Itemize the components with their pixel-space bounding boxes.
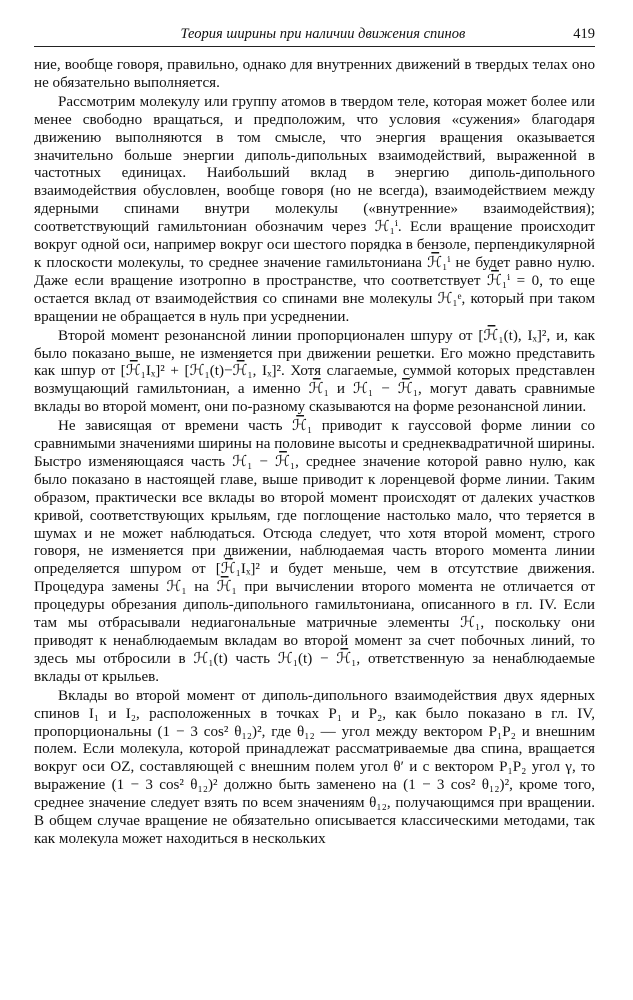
page-header bbox=[34, 26, 595, 47]
running-title: Теория ширины при наличии движения спинов bbox=[180, 26, 466, 42]
paragraph-2: Рассмотрим молекулу или группу атомов в твердом теле, которая может более или менее свободно вращаться, и предположим, что условия «сужения» благодаря движению выполняются в том смысле, что энергия вращения оказывается значительно больше энергии диполь-дипольных взаимодействий, выраженной в частотных единицах. Наибольший вклад в энергию диполь-дипольного взаимодействия обусловлен, вообще говоря (но не всегда), взаимодействием между ядерными спинами внутри молекулы («внутренние» взаимодействия); соответствующий гамильтониан обозначим через ℋ₁ⁱ. Если вращение происходит вокруг одной оси, например вокруг оси шестого порядка в бензоле, перпендикулярной к плоскости молекулы, то среднее значение гамильтониана ℋ̅₁ⁱ не будет равно нулю. Даже если вращение изотропно в пространстве, что соответствует ℋ̅₁ⁱ = 0, то еще остается вклад от взаимодействия со спинами вне молекулы ℋ₁ᵉ, который при таком вращении не обращается в нуль при усреднении. bbox=[34, 93, 595, 325]
paragraph-5: Вклады во второй момент от диполь-дипольного взаимодействия двух ядерных спинов I₁ и I₂, расположенных в точках P₁ и P₂, как было показано в гл. IV, пропорциональны (1 − 3 cos² θ₁₂)², где θ₁₂ — угол между вектором P₁P₂ и внешним полем. Если молекула, которой принадлежат рассматриваемые два спина, вращается вокруг оси OZ, составляющей с внешним полем угол θ′ и с вектором P₁P₂ угол γ, то выражение (1 − 3 cos² θ₁₂)² должно быть заменено на (1 − 3 cos² θ₁₂)², кроме того, среднее значение следует взять по всем значениям θ₁₂, получающимся при вращении. В общем случае вращение не обязательно описывается классическими методами, так как молекула может находиться в нескольких bbox=[34, 687, 595, 847]
paragraph-4: Не зависящая от времени часть ℋ̅₁ приводит к гауссовой форме линии со сравнимыми значениями ширины на половине высоты и среднеквадратичной ширины. Быстро изменяющаяся часть ℋ₁ − ℋ̅₁, среднее значение которой равно нулю, как было показано в настоящей главе, выше приводит к лоренцевой форме линии. Таким образом, практически все вклады во второй момент происходят от далеких участков кривой, соответствующих крыльям, где поглощение настолько мало, что теряется в шумах и не может наблюдаться. Отсюда следует, что хотя второй момент, строго говоря, не изменяется при движении, наблюдаемая часть второго момента линии определяется шпуром от [ℋ̅₁Iₓ]² и будет меньше, чем в отсутствие движения. Процедура замены ℋ₁ на ℋ̅₁ при вычислении второго момента не отличается от процедуры обрезания диполь-дипольного гамильтониана, описанного в гл. IV. Если там мы отбрасывали недиагональные матричные элементы ℋ₁, поскольку они приводят к ненаблюдаемым вкладам во второй момент за счет побочных линий, то здесь мы отбросили в ℋ₁(t) часть ℋ₁(t) − ℋ̅₁, ответственную за ненаблюдаемые вклады от крыльев. bbox=[34, 418, 595, 685]
page-body bbox=[34, 57, 595, 849]
paragraph-3: Второй момент резонансной линии пропорционален шпуру от [ℋ̅₁(t), Iₓ]², и, как было показано выше, не изменяется при движении решетки. Его можно представить как шпур от [ℋ̅₁Iₓ]² + [ℋ₁(t)−ℋ̅₁, Iₓ]². Хотя слагаемые, суммой которых представлен возмущающий гамильтониан, а именно ℋ̅₁ и ℋ₁ − ℋ̅₁, могут давать сравнимые вклады во второй момент, они по-разному сказываются на форме резонансной линии. bbox=[34, 327, 595, 416]
page-number: 419 bbox=[573, 26, 595, 42]
paragraph-1: ние, вообще говоря, правильно, однако для внутренних движений в твердых телах оно не обязательно выполняется. bbox=[34, 57, 595, 91]
